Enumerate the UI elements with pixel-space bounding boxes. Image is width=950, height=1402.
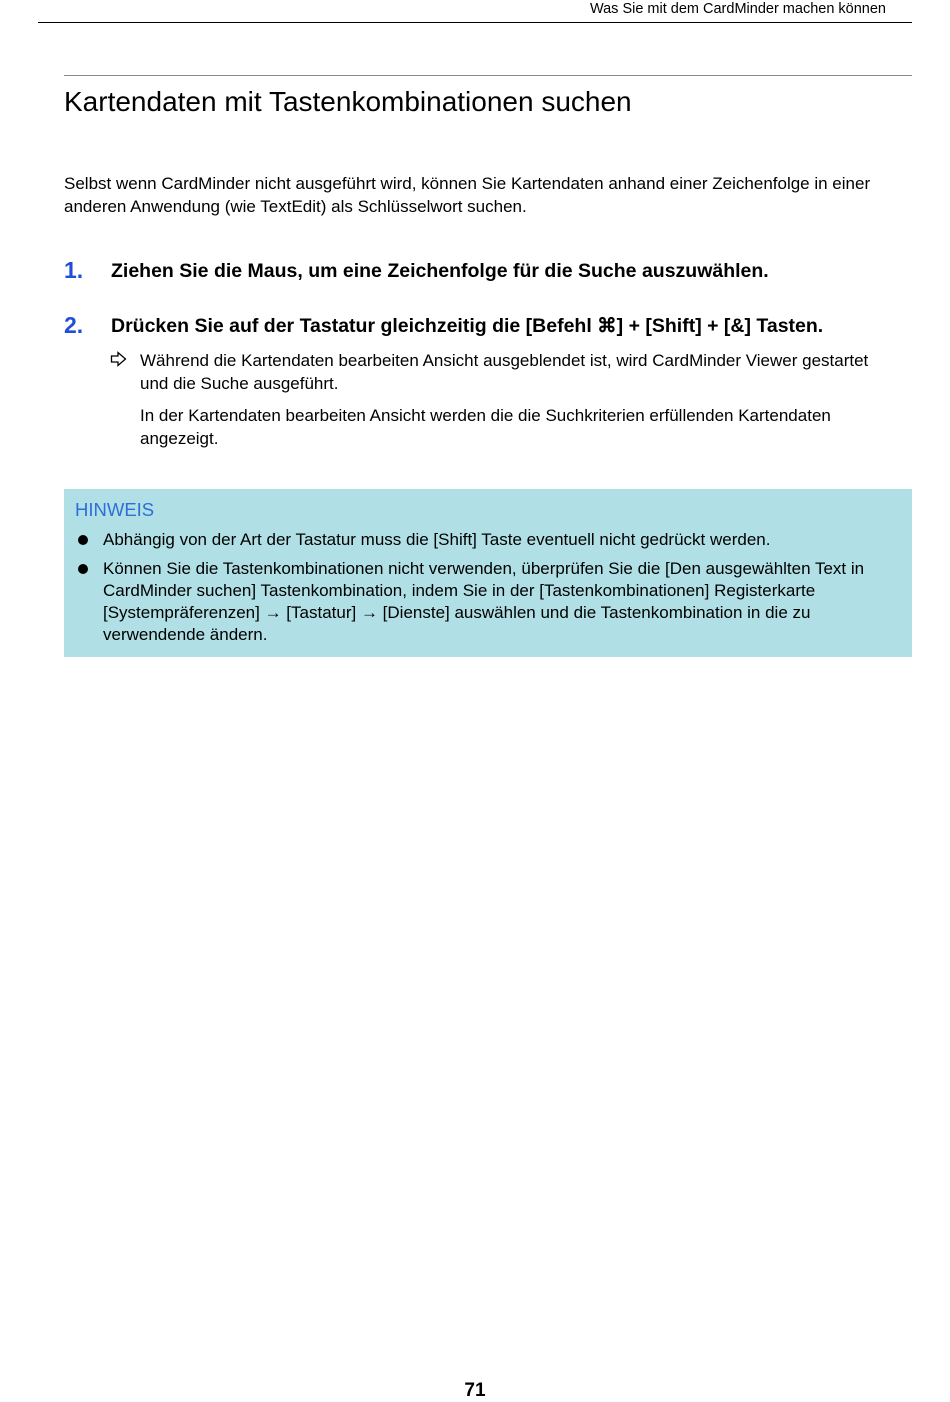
note-item-text: Können Sie die Tastenkombinationen nicht verwenden, überprüfen Sie die [Den ausgewählten Text in CardMinder suchen] Tastenkombination, indem Sie in der [Tastenkombinationen] Registerkarte [Systempräferenzen] → [Tastatur] → [Dienste] auswählen und die Tastenkombination in die zu verwendende ändern. <box>103 559 865 644</box>
step-text: Ziehen Sie die Maus, um eine Zeichenfolge für die Suche auszuwählen. <box>111 260 769 282</box>
note-box <box>64 489 912 657</box>
note-item-text: Abhängig von der Art der Tastatur muss die [Shift] Taste eventuell nicht gedrückt werden. <box>103 530 771 549</box>
step-number: 1. <box>64 257 84 283</box>
result-text: In der Kartendaten bearbeiten Ansicht werden die die Suchkriterien erfüllenden Kartendaten angezeigt. <box>140 406 831 448</box>
page-number: 71 <box>464 1380 486 1401</box>
note-item <box>64 558 912 646</box>
step-text: Drücken Sie auf der Tastatur gleichzeitig die [Befehl ⌘] + [Shift] + [&] Tasten. <box>111 315 824 337</box>
note-item <box>64 529 912 551</box>
page-title: Kartendaten mit Tastenkombinationen suchen <box>64 86 632 117</box>
note-list <box>64 529 912 653</box>
title-divider <box>64 75 912 76</box>
note-heading: HINWEIS <box>75 499 155 520</box>
step-number: 2. <box>64 312 84 338</box>
bullet-icon <box>78 564 88 574</box>
hollow-arrow-right-icon <box>110 349 128 369</box>
running-header: Was Sie mit dem CardMinder machen können <box>589 1 886 17</box>
result-text: Während die Kartendaten bearbeiten Ansicht ausgeblendet ist, wird CardMinder Viewer gestartet und die Suche ausgeführt. <box>140 351 869 393</box>
header-divider <box>38 22 912 23</box>
step-result <box>110 349 900 459</box>
bullet-icon <box>78 535 88 545</box>
intro-paragraph: Selbst wenn CardMinder nicht ausgeführt wird, können Sie Kartendaten anhand einer Zeichenfolge in einer anderen Anwendung (wie TextEdit) als Schlüsselwort suchen. <box>64 174 871 216</box>
